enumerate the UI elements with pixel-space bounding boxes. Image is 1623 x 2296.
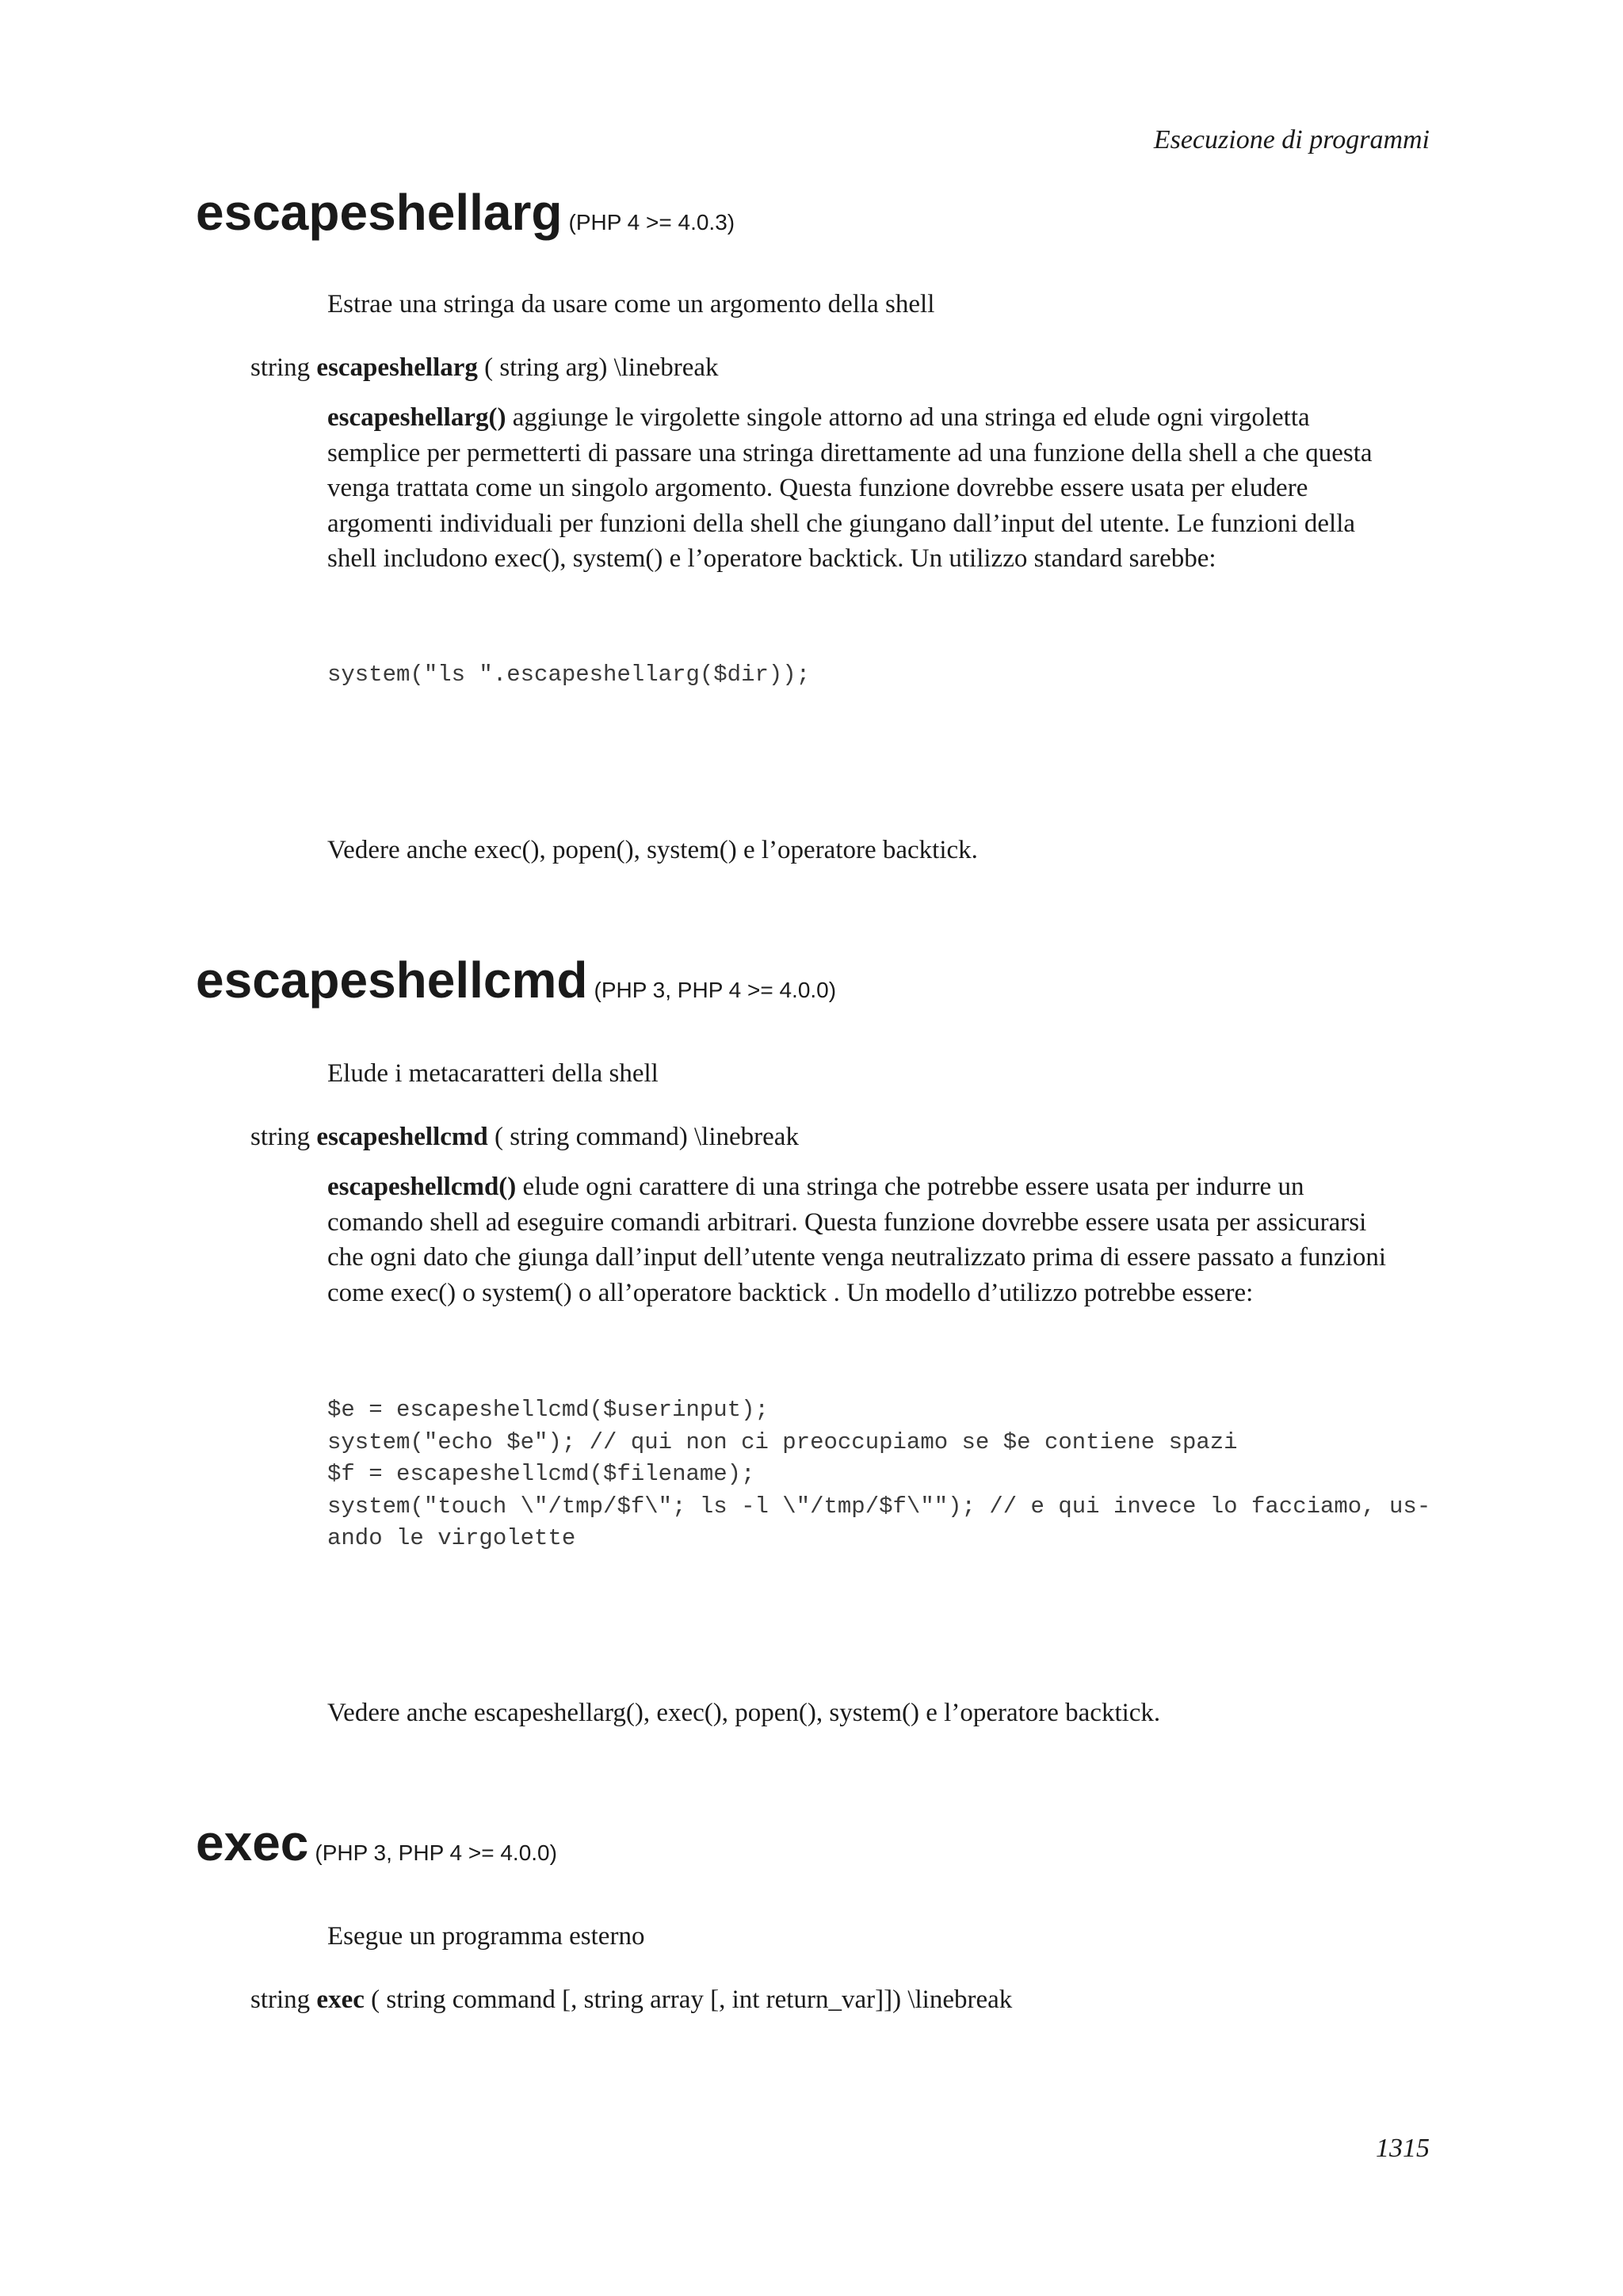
function-name: escapeshellarg bbox=[196, 184, 563, 241]
return-type: string bbox=[250, 1985, 317, 2014]
version-info: (PHP 4 >= 4.0.3) bbox=[568, 210, 735, 235]
function-name: exec bbox=[196, 1814, 309, 1871]
function-reference: escapeshellarg() bbox=[327, 403, 506, 432]
paragraph-line: comando shell ad eseguire comandi arbitrari. Questa funzione dovrebbe essere usata per assicurarsi bbox=[327, 1207, 1367, 1237]
paragraph-line: shell includono exec(), system() e l’operatore backtick. Un utilizzo standard sarebbe: bbox=[327, 544, 1216, 573]
function-reference: escapeshellcmd() bbox=[327, 1173, 517, 1201]
function-signature bbox=[250, 1982, 1012, 2017]
code-example: $e = escapeshellcmd($userinput); system("echo $e"); // qui non ci preoccupiamo se $e contiene spazi $f = escapeshellcmd($filename); system("touch \"/tmp/$f\"; ls -l \"/tmp/$f\""); // e qui invece lo facciamo, us- ando le virgolette bbox=[327, 1397, 1431, 1551]
see-also: Vedere anche escapeshellarg(), exec(), popen(), system() e l’operatore backtick. bbox=[327, 1699, 1161, 1727]
short-description: Estrae una stringa da usare come un argomento della shell bbox=[327, 290, 935, 318]
return-type: string bbox=[250, 1123, 317, 1151]
version-info: (PHP 3, PHP 4 >= 4.0.0) bbox=[315, 1840, 557, 1865]
paragraph-line: argomenti individuali per funzioni della shell che giungano dall’input del utente. Le funzioni della bbox=[327, 509, 1356, 538]
description-paragraph bbox=[327, 1169, 1437, 1310]
paragraph-line: escapeshellcmd() elude ogni carattere di una stringa che potrebbe essere usata per indurre un bbox=[327, 1173, 1304, 1201]
description-paragraph bbox=[327, 400, 1437, 577]
function-name: escapeshellcmd bbox=[196, 952, 588, 1009]
function-title-escapeshellarg bbox=[196, 184, 735, 241]
signature-name: escapeshellcmd bbox=[316, 1123, 488, 1151]
signature-name: escapeshellarg bbox=[316, 353, 478, 382]
function-signature bbox=[250, 1119, 799, 1154]
paragraph-line: escapeshellarg() aggiunge le virgolette singole attorno ad una stringa ed elude ogni virgoletta bbox=[327, 403, 1310, 432]
function-signature bbox=[250, 350, 719, 385]
signature-params: ( string command [, string array [, int return_var]]) \linebreak bbox=[364, 1985, 1013, 2014]
short-description: Esegue un programma esterno bbox=[327, 1922, 645, 1951]
version-info: (PHP 3, PHP 4 >= 4.0.0) bbox=[594, 978, 837, 1002]
code-example: system("ls ".escapeshellarg($dir)); bbox=[327, 662, 811, 688]
running-header: Esecuzione di programmi bbox=[1153, 125, 1430, 154]
page-number: 1315 bbox=[1376, 2134, 1430, 2163]
signature-name: exec bbox=[316, 1985, 365, 2014]
paragraph-line: come exec() o system() o all’operatore backtick . Un modello d’utilizzo potrebbe essere: bbox=[327, 1278, 1254, 1307]
paragraph-line: venga trattata come un singolo argomento. Questa funzione dovrebbe essere usata per eludere bbox=[327, 474, 1308, 502]
return-type: string bbox=[250, 353, 317, 382]
paragraph-line: che ogni dato che giunga dall’input dell’utente venga neutralizzato prima di essere passato a funzioni bbox=[327, 1243, 1387, 1272]
signature-params: ( string command) \linebreak bbox=[487, 1123, 799, 1151]
function-title-exec bbox=[196, 1814, 557, 1871]
short-description: Elude i metacaratteri della shell bbox=[327, 1059, 659, 1088]
signature-params: ( string arg) \linebreak bbox=[477, 353, 719, 382]
see-also: Vedere anche exec(), popen(), system() e l’operatore backtick. bbox=[327, 836, 978, 864]
paragraph-line: semplice per permetterti di passare una stringa direttamente ad una funzione della shell a che questa bbox=[327, 438, 1373, 467]
function-title-escapeshellcmd bbox=[196, 952, 837, 1009]
